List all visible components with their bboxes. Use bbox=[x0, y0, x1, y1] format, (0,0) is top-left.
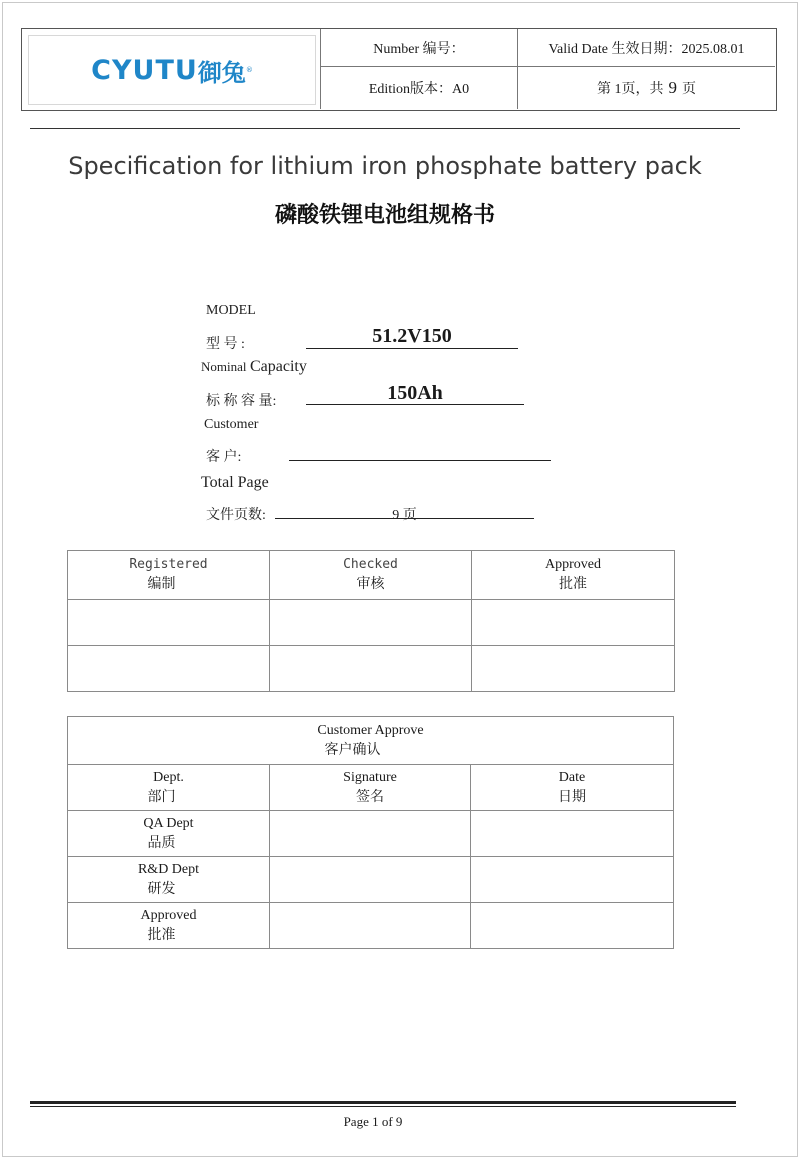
qa-date-cell[interactable] bbox=[471, 811, 674, 857]
edition: Edition版本：A0 bbox=[321, 67, 518, 109]
registered-en: Registered bbox=[129, 557, 208, 572]
model-value: 51.2V150 bbox=[372, 325, 452, 347]
capacity-label-en-big: Capacity bbox=[250, 358, 307, 375]
sign-row bbox=[68, 600, 675, 646]
customer-label-en: Customer bbox=[204, 417, 259, 432]
document-number: Number 编号： bbox=[321, 29, 518, 67]
model-label-en: MODEL bbox=[206, 303, 256, 318]
registered-date-cell[interactable] bbox=[68, 646, 270, 692]
registered-mark: ® bbox=[245, 66, 253, 74]
checked-date-cell[interactable] bbox=[270, 646, 472, 692]
header-registered bbox=[68, 551, 270, 600]
page-count bbox=[518, 67, 775, 109]
valid-date: Valid Date 生效日期：2025.08.01 bbox=[518, 29, 775, 67]
page-count-prefix: 第 1页，共 bbox=[597, 82, 664, 97]
approved-date-cell-customer[interactable] bbox=[471, 903, 674, 949]
qa-dept-en: QA Dept bbox=[143, 815, 194, 831]
model-underline bbox=[306, 348, 518, 349]
qa-dept-cn: 品质 bbox=[147, 835, 176, 851]
checked-en: Checked bbox=[343, 557, 398, 572]
row-approved bbox=[68, 903, 270, 949]
footer-divider-thick bbox=[30, 1101, 736, 1104]
table-row bbox=[68, 857, 674, 903]
capacity-label-en bbox=[201, 358, 307, 376]
header-dept bbox=[68, 765, 270, 811]
checked-cn: 审核 bbox=[356, 577, 385, 592]
header-checked bbox=[270, 551, 472, 600]
customer-approve-table bbox=[67, 716, 674, 949]
registered-signature-cell[interactable] bbox=[68, 600, 270, 646]
approved-row-cn: 批准 bbox=[147, 927, 176, 943]
header-date bbox=[471, 765, 674, 811]
customer-approve-title-row bbox=[68, 717, 674, 765]
dept-en: Dept. bbox=[153, 769, 184, 785]
customer-underline bbox=[289, 460, 551, 461]
customer-header-row bbox=[68, 765, 674, 811]
table-row bbox=[68, 811, 674, 857]
page-count-total: 9 bbox=[668, 78, 677, 97]
header-signature bbox=[270, 765, 471, 811]
total-page-label-cn: 文件页数: bbox=[206, 508, 266, 523]
capacity-value: 150Ah bbox=[387, 382, 443, 404]
footer-divider-thin bbox=[30, 1106, 736, 1107]
approved-signature-cell[interactable] bbox=[472, 600, 675, 646]
header-table bbox=[21, 28, 777, 111]
header-approved bbox=[472, 551, 675, 600]
title-english: Specification for lithium iron phosphate battery pack bbox=[68, 152, 702, 180]
logo-cell bbox=[22, 29, 321, 109]
checked-signature-cell[interactable] bbox=[270, 600, 472, 646]
row-qa-dept bbox=[68, 811, 270, 857]
customer-approve-title bbox=[68, 717, 674, 765]
total-page-label-en: Total Page bbox=[201, 474, 269, 491]
qa-signature-cell[interactable] bbox=[270, 811, 471, 857]
customer-label-cn: 客 户: bbox=[206, 450, 242, 465]
page-footer: Page 1 of 9 bbox=[343, 1114, 403, 1129]
registered-cn: 编制 bbox=[147, 577, 176, 592]
title-chinese: 磷酸铁锂电池组规格书 bbox=[274, 203, 495, 228]
signature-en: Signature bbox=[343, 769, 397, 785]
sign-table bbox=[67, 550, 675, 692]
capacity-label-cn: 标 称 容 量: bbox=[206, 394, 277, 409]
logo-text: CYUTU bbox=[91, 54, 198, 86]
company-logo bbox=[28, 35, 316, 105]
signature-cn: 签名 bbox=[356, 789, 384, 805]
row-rd-dept bbox=[68, 857, 270, 903]
rd-signature-cell[interactable] bbox=[270, 857, 471, 903]
approved-date-cell[interactable] bbox=[472, 646, 675, 692]
rd-date-cell[interactable] bbox=[471, 857, 674, 903]
date-en: Date bbox=[558, 769, 586, 785]
table-row bbox=[68, 903, 674, 949]
approved-row-en: Approved bbox=[140, 907, 197, 923]
rd-dept-en: R&D Dept bbox=[137, 861, 200, 877]
total-page-underline bbox=[275, 518, 534, 519]
dept-cn: 部门 bbox=[147, 789, 176, 805]
date-row bbox=[68, 646, 675, 692]
total-page-value: 9 页 bbox=[392, 508, 417, 523]
customer-approve-cn: 客户确认 bbox=[324, 742, 381, 758]
sign-table-header-row bbox=[68, 551, 675, 600]
capacity-underline bbox=[306, 404, 524, 405]
rd-dept-cn: 研发 bbox=[147, 881, 176, 897]
header-divider bbox=[30, 128, 740, 129]
model-label-cn: 型 号 : bbox=[206, 337, 245, 352]
date-cn: 日期 bbox=[558, 789, 586, 805]
page-count-suffix: 页 bbox=[682, 82, 696, 97]
approved-cn: 批准 bbox=[559, 577, 587, 592]
approved-en: Approved bbox=[545, 557, 601, 572]
approved-signature-cell-customer[interactable] bbox=[270, 903, 471, 949]
logo-chinese: 御兔 bbox=[197, 58, 246, 87]
capacity-label-en-small: Nominal bbox=[201, 359, 247, 374]
customer-approve-en: Customer Approve bbox=[317, 722, 424, 738]
